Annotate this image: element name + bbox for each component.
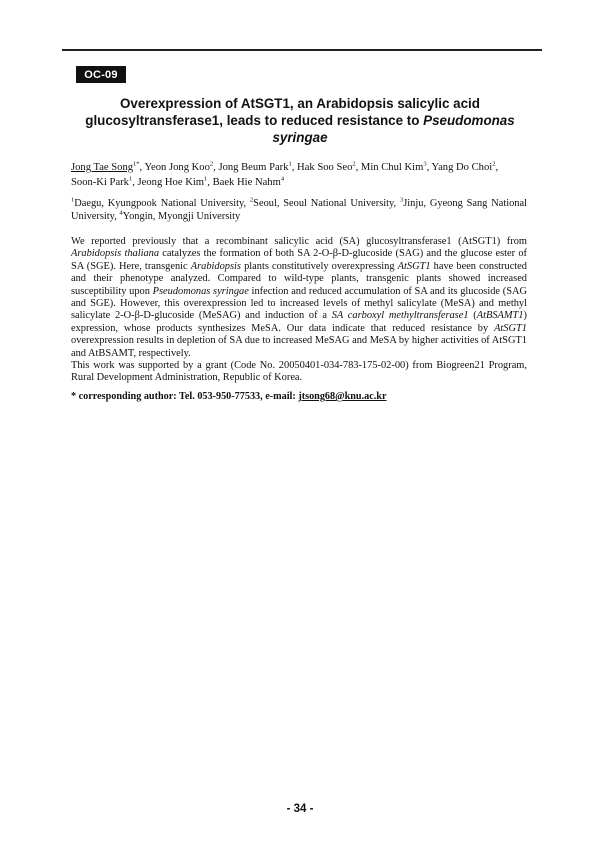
author-affiliation-marker: 2 [492,160,496,168]
author-affiliation-marker: 3 [423,160,427,168]
corresponding-author [71,390,541,403]
abstract-text: have been constructed and their phenotype analyzed. Compared to wild-type plants, transgenic plants showed increased susceptibility upon [71,260,527,297]
abstract-italic-term: AtSGT1 [494,322,527,334]
affiliations [71,197,527,223]
author-name: Jong Beum Park [218,162,289,173]
author-affiliation-marker: 1 [288,160,292,168]
author-name: Min Chul Kim [360,162,424,173]
abstract-italic-term: Pseudomonas syringae [152,285,249,297]
author-list: Jong Tae Song$^{1*}$, Yeon Jong Koo$^2$, Jong Beum Park$^1$, Hak Soo Seo$^2$, Min Chul Kim$^3$, Yang Do Choi$^2$, Soon-Ki Park$^1$, Jeong Hoe Kim$^1$, Baek Hie Nahm$^4$ [71,160,499,188]
affiliation-marker: 3 [399,196,404,204]
abstract-italic-term: SA carboxyl methyltransferase1 [331,310,469,322]
abstract-italic-term: Arabidopsis thaliana [71,248,160,260]
title-line-1: Overexpression of AtSGT1, an Arabidopsis salicylic acid [120,96,480,111]
abstract-italic-term: AtBSAMT1 [476,310,524,322]
session-code-badge: OC-09 [76,66,126,83]
title-line-3-italic: syringae [272,130,328,145]
abstract-text: plants constitutively overexpressing [240,260,398,272]
abstract-italic-term: AtSGT1 [397,260,431,272]
author-affiliation-marker: 1* [133,160,140,168]
abstract-body [71,236,527,385]
affiliation-text: Daegu, Kyungpook National University, [74,198,250,209]
author-affiliation-marker: 1 [204,175,208,183]
affiliation-text: Seoul, Seoul National University, [253,198,400,209]
corresponding-author-label: * corresponding author: Tel. 053-950-77533, e-mail: [71,391,299,402]
author-affiliation-marker: 2 [352,160,356,168]
author-affiliation-marker: 2 [209,160,214,168]
abstract-italic-term: Arabidopsis [190,260,241,272]
title-line-2-italic: Pseudomonas [423,113,515,128]
title-line-2: glucosyltransferase1, leads to reduced resistance to [85,113,424,128]
abstract-text: catalyzes the formation of both SA 2-O-β-D-glucoside (SAG) and the glucose ester of SA (SGE). Here, transgenic [71,248,527,272]
author-name: Soon-Ki Park [71,177,129,188]
author-name: Yeon Jong Koo [144,162,210,173]
author-name: Baek Hie Nahm [212,177,281,188]
author-name: Jong Tae Song [71,162,134,173]
author-name: Jeong Hoe Kim [137,177,205,188]
author-affiliation-marker: 1 [128,175,133,183]
paper-title [80,95,520,146]
abstract-text: ) expression, whose products synthesizes MeSA. Our data indicate that reduced resistance by [71,310,527,334]
abstract-paragraph [71,236,527,360]
page-number: - 34 - [286,803,314,815]
author-name: Yang Do Choi [431,162,493,173]
affiliation-marker: 1 [71,196,75,204]
author-affiliation-marker: 4 [280,175,285,183]
corresponding-email-link[interactable]: jtsong68@knu.ac.kr [298,391,387,402]
top-rule [62,49,542,51]
abstract-text: We reported previously that a recombinant salicylic acid (SA) glucosyltransferase1 (AtSGT1) from [71,236,527,247]
abstract-text: ( [468,310,477,322]
abstract-text: overexpression results in depletion of SA due to increased MeSAG and MeSA by higher activities of AtSGT1 and AtBSAMT, respectively. [71,335,527,359]
affiliation-marker: 2 [249,196,254,204]
author-name: Hak Soo Seo [297,162,353,173]
funding-statement: This work was supported by a grant (Code No. 20050401-034-783-175-02-00) from Biogreen21 Program, Rural Development Administration, Republic of Korea. [71,360,527,384]
affiliation-text: Jinju, Gyeong Sang National University, [71,198,527,222]
affiliation-text: Yongin, Myongji University [122,211,241,222]
abstract-text: infection and reduced accumulation of SA and its glucoside (SAG and SGE). However, this overexpression led to increased levels of methyl salicylate (MeSA) and methyl salicylate 2-O-β-D-glucoside (MeSAG) and induction of a [71,285,528,322]
affiliation-marker: 4 [119,209,123,217]
